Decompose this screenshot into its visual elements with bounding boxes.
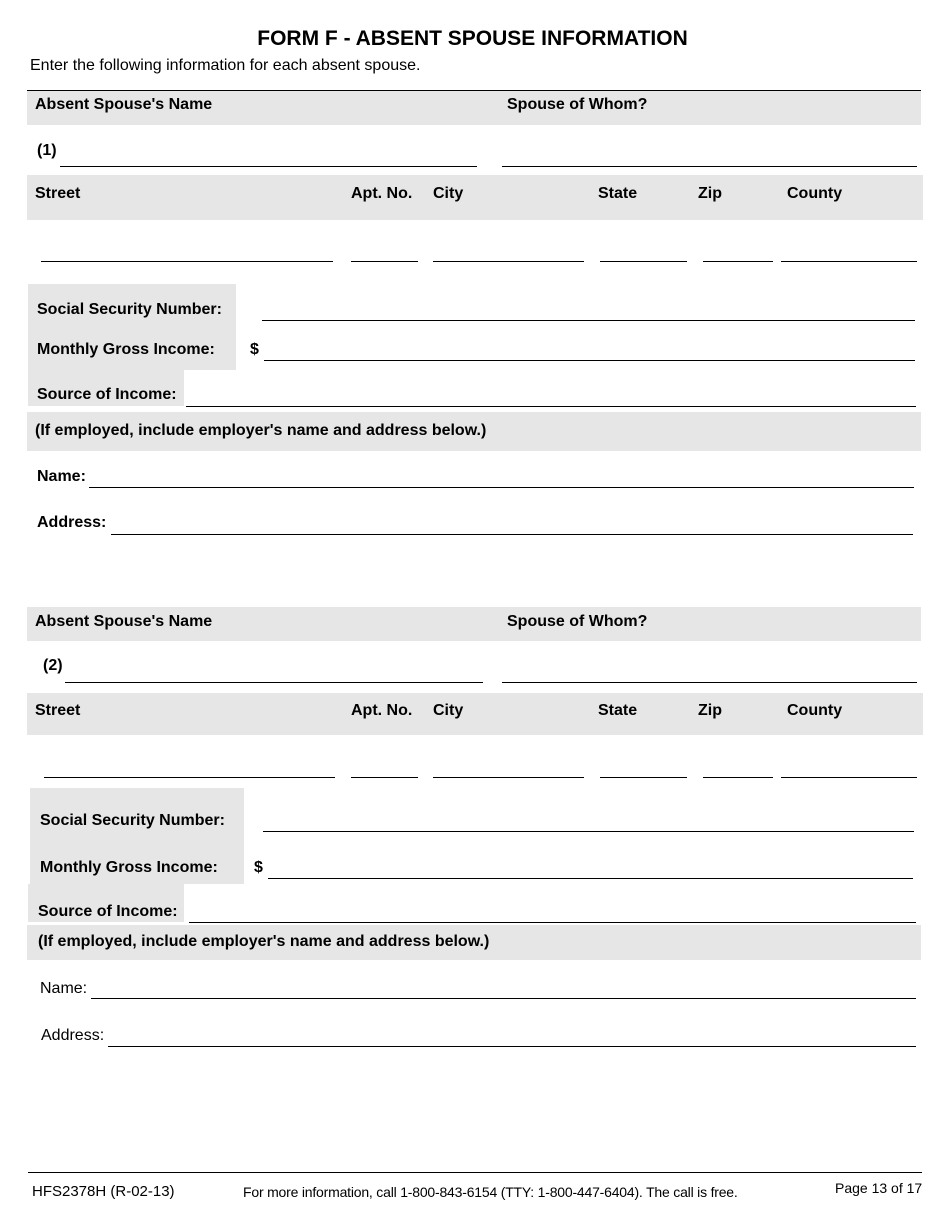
spouse1-currency-symbol: $ — [250, 341, 259, 358]
spouse1-spouse-of-input[interactable] — [504, 146, 916, 164]
spouse2-employer-address-line — [108, 1046, 916, 1047]
spouse1-city-input[interactable] — [433, 241, 584, 259]
spouse2-street-header: Street — [35, 702, 81, 719]
spouse1-zip-header: Zip — [698, 185, 722, 202]
spouse1-ssn-input[interactable] — [264, 300, 914, 318]
spouse1-name-input[interactable] — [62, 146, 476, 164]
spouse2-state-header: State — [598, 702, 638, 719]
footer-page-number: Page 13 of 17 — [835, 1180, 923, 1196]
spouse2-name-header: Absent Spouse's Name — [35, 613, 213, 630]
spouse2-state-input[interactable] — [600, 757, 687, 775]
spouse1-source-label: Source of Income: — [37, 386, 177, 403]
spouse1-source-line — [186, 406, 916, 407]
spouse1-employer-address-input[interactable] — [114, 514, 910, 532]
spouse1-county-input[interactable] — [781, 241, 917, 259]
spouse2-name-input[interactable] — [67, 662, 482, 680]
spouse2-street-input[interactable] — [44, 757, 335, 775]
spouse1-spouse-of-line — [502, 166, 917, 167]
footer-rule — [28, 1172, 922, 1173]
spouse1-income-input[interactable] — [266, 340, 914, 358]
spouse2-county-header: County — [787, 702, 843, 719]
spouse2-ssn-label: Social Security Number: — [40, 812, 225, 829]
spouse2-apt-line — [351, 777, 418, 778]
spouse2-city-input[interactable] — [433, 757, 584, 775]
spouse2-apt-header: Apt. No. — [351, 702, 413, 719]
form-instruction: Enter the following information for each absent spouse. — [30, 57, 421, 74]
spouse1-apt-line — [351, 261, 418, 262]
spouse1-employer-name-label: Name: — [37, 468, 86, 485]
spouse1-state-header: State — [598, 185, 638, 202]
spouse2-source-input[interactable] — [191, 902, 915, 920]
footer-info: For more information, call 1-800-843-6154 (TTY: 1-800-447-6404). The call is free. — [243, 1184, 738, 1200]
spouse2-number: (2) — [43, 657, 63, 674]
spouse2-source-line — [189, 922, 916, 923]
spouse1-city-line — [433, 261, 584, 262]
spouse2-income-label: Monthly Gross Income: — [40, 859, 218, 876]
footer-form-code: HFS2378H (R-02-13) — [32, 1183, 175, 1200]
spouse2-county-line — [781, 777, 917, 778]
spouse2-source-label: Source of Income: — [38, 903, 178, 920]
spouse1-apt-input[interactable] — [351, 241, 418, 259]
spouse2-county-input[interactable] — [781, 757, 917, 775]
spouse2-name-line — [65, 682, 483, 683]
spouse1-state-line — [600, 261, 687, 262]
spouse2-spouse-of-line — [502, 682, 917, 683]
spouse1-employer-name-input[interactable] — [92, 468, 912, 486]
spouse1-employer-name-line — [89, 487, 914, 488]
spouse2-city-line — [433, 777, 584, 778]
spouse1-income-label: Monthly Gross Income: — [37, 341, 215, 358]
spouse1-employer-address-label: Address: — [37, 514, 107, 531]
spouse1-income-line — [264, 360, 915, 361]
spouse2-income-input[interactable] — [270, 858, 912, 876]
spouse1-ssn-line — [262, 320, 915, 321]
spouse1-source-input[interactable] — [188, 386, 915, 404]
spouse2-city-header: City — [433, 702, 464, 719]
spouse1-street-input[interactable] — [41, 241, 333, 259]
spouse2-currency-symbol: $ — [254, 859, 263, 876]
spouse2-apt-input[interactable] — [351, 757, 418, 775]
spouse1-employed-note: (If employed, include employer's name and address below.) — [35, 422, 487, 439]
spouse2-zip-header: Zip — [698, 702, 722, 719]
spouse2-spouse-of-input[interactable] — [504, 662, 916, 680]
spouse1-county-line — [781, 261, 917, 262]
spouse2-employer-address-input[interactable] — [110, 1027, 915, 1045]
spouse1-spouse-of-header: Spouse of Whom? — [507, 96, 648, 113]
spouse2-ssn-line — [263, 831, 914, 832]
spouse1-street-header: Street — [35, 185, 81, 202]
spouse2-spouse-of-header: Spouse of Whom? — [507, 613, 648, 630]
spouse2-employer-address-label: Address: — [41, 1027, 105, 1044]
spouse2-income-line — [268, 878, 913, 879]
spouse2-state-line — [600, 777, 687, 778]
spouse2-ssn-input[interactable] — [265, 811, 913, 829]
spouse1-employer-address-line — [111, 534, 913, 535]
spouse1-name-line — [60, 166, 477, 167]
spouse1-apt-header: Apt. No. — [351, 185, 413, 202]
spouse2-employer-name-input[interactable] — [93, 979, 915, 997]
spouse2-zip-input[interactable] — [703, 757, 773, 775]
spouse1-state-input[interactable] — [600, 241, 687, 259]
spouse1-zip-input[interactable] — [703, 241, 773, 259]
spouse1-zip-line — [703, 261, 773, 262]
spouse1-name-header: Absent Spouse's Name — [35, 96, 213, 113]
spouse1-county-header: County — [787, 185, 843, 202]
spouse1-number: (1) — [37, 142, 57, 159]
spouse2-employer-name-label: Name: — [40, 980, 88, 997]
spouse2-street-line — [44, 777, 335, 778]
spouse2-employed-note: (If employed, include employer's name and address below.) — [38, 933, 490, 950]
page-title: FORM F - ABSENT SPOUSE INFORMATION — [257, 27, 688, 50]
spouse2-zip-line — [703, 777, 773, 778]
spouse1-city-header: City — [433, 185, 464, 202]
spouse1-ssn-label: Social Security Number: — [37, 301, 222, 318]
spouse2-employer-name-line — [91, 998, 916, 999]
spouse1-street-line — [41, 261, 333, 262]
